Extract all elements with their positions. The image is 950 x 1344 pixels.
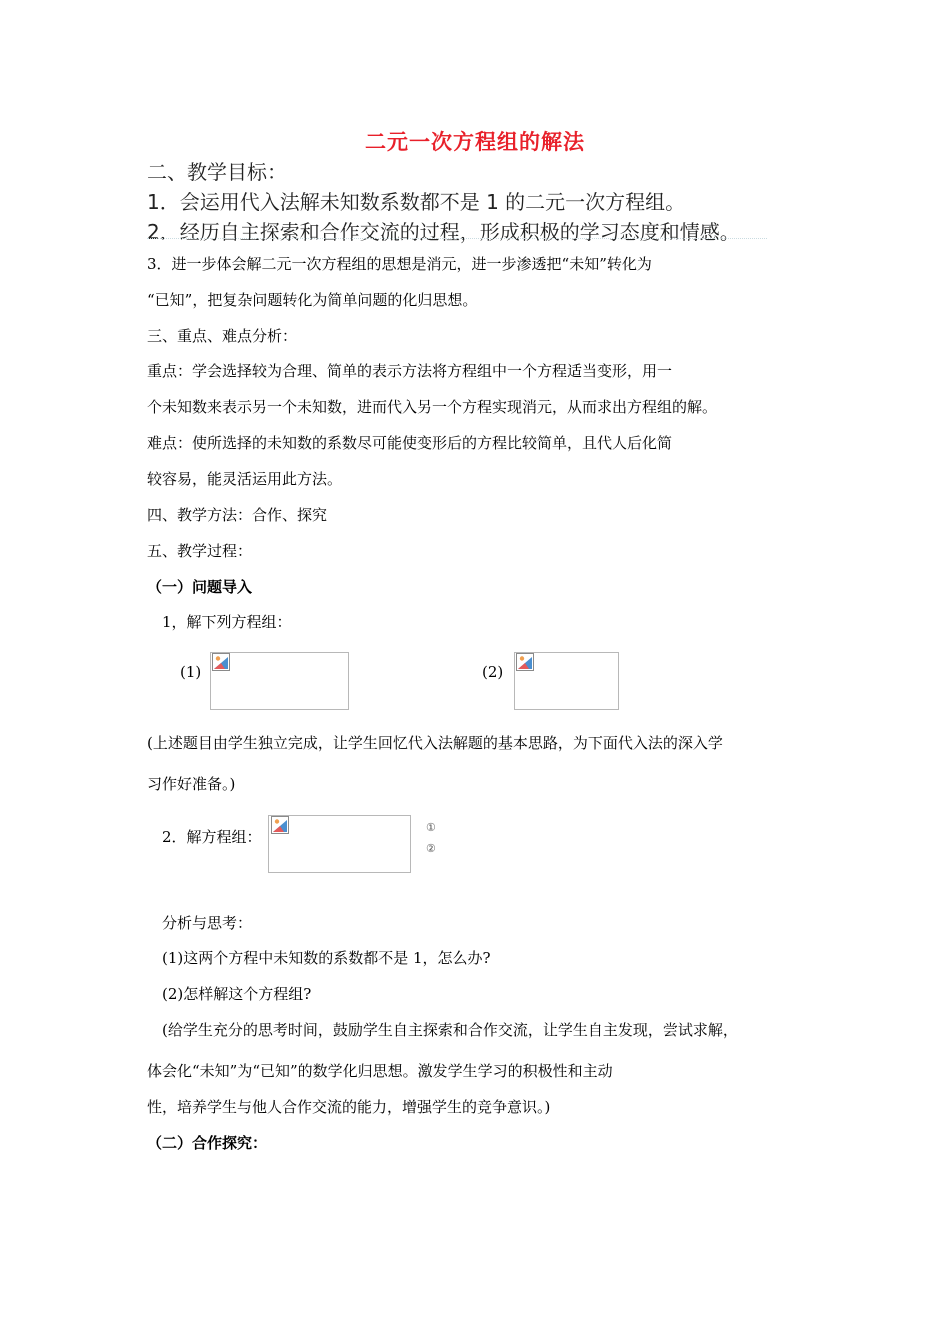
equation-label-2: (2)	[482, 663, 504, 681]
equation-mark-2: ②	[426, 842, 436, 855]
question-1: 1，解下列方程组：	[162, 613, 292, 631]
note-1-line2: 习作好准备。)	[147, 775, 236, 793]
note-2-line3: 性，培养学生与他人合作交流的能力，增强学生的竞争意识。)	[147, 1098, 551, 1116]
note-1-line1: (上述题目由学生独立完成，让学生回忆代入法解题的基本思路，为下面代入法的深入学	[147, 734, 723, 752]
objective-item-2: 2．经历自主探索和合作交流的过程，形成积极的学习态度和情感。	[147, 220, 740, 244]
objective-item-1: 1．会运用代入法解未知数系数都不是 1 的二元一次方程组。	[147, 190, 686, 214]
objective-item-3-line1: 3．进一步体会解二元一次方程组的思想是消元，进一步渗透把“未知”转化为	[147, 255, 652, 273]
objective-item-3-line2: “已知”，把复杂问题转化为简单问题的化归思想。	[147, 291, 478, 309]
objectives-heading: 二、教学目标：	[147, 160, 287, 184]
broken-image-icon	[516, 653, 534, 671]
note-2-line2: 体会化“未知”为“已知”的数学化归思想。激发学生学习的积极性和主动	[147, 1062, 613, 1080]
part1-heading: （一）问题导入	[147, 578, 253, 596]
methods-line: 四、教学方法：合作、探究	[147, 506, 328, 524]
analysis-question-2: (2)怎样解这个方程组?	[162, 985, 312, 1003]
equation-image-3	[268, 815, 411, 873]
part2-heading: （二）合作探究：	[147, 1134, 268, 1152]
key-points-heading: 三、重点、难点分析：	[147, 327, 298, 345]
broken-image-icon	[271, 816, 289, 834]
process-heading: 五、教学过程：	[147, 542, 253, 560]
analysis-question-1: (1)这两个方程中未知数的系数都不是 1，怎么办?	[162, 949, 491, 967]
question-2: 2．解方程组：	[162, 828, 262, 846]
equation-mark-1: ①	[426, 821, 436, 834]
note-2-line1: (给学生充分的思考时间，鼓励学生自主探索和合作交流，让学生自主发现，尝试求解，	[162, 1021, 738, 1039]
equation-image-1	[210, 652, 349, 710]
focus-line-2: 个未知数来表示另一个未知数，进而代入另一个方程实现消元，从而求出方程组的解。	[147, 398, 718, 416]
analysis-heading: 分析与思考：	[162, 914, 253, 932]
difficulty-line-1: 难点：使所选择的未知数的系数尽可能使变形后的方程比较简单，且代人后化简	[147, 434, 673, 452]
difficulty-line-2: 较容易，能灵活运用此方法。	[147, 470, 343, 488]
image-bottom-divider	[147, 236, 767, 239]
document-title: 二元一次方程组的解法	[365, 130, 585, 154]
equation-label-1: (1)	[180, 663, 202, 681]
focus-line-1: 重点：学会选择较为合理、简单的表示方法将方程组中一个方程适当变形，用一	[147, 362, 673, 380]
broken-image-icon	[212, 653, 230, 671]
